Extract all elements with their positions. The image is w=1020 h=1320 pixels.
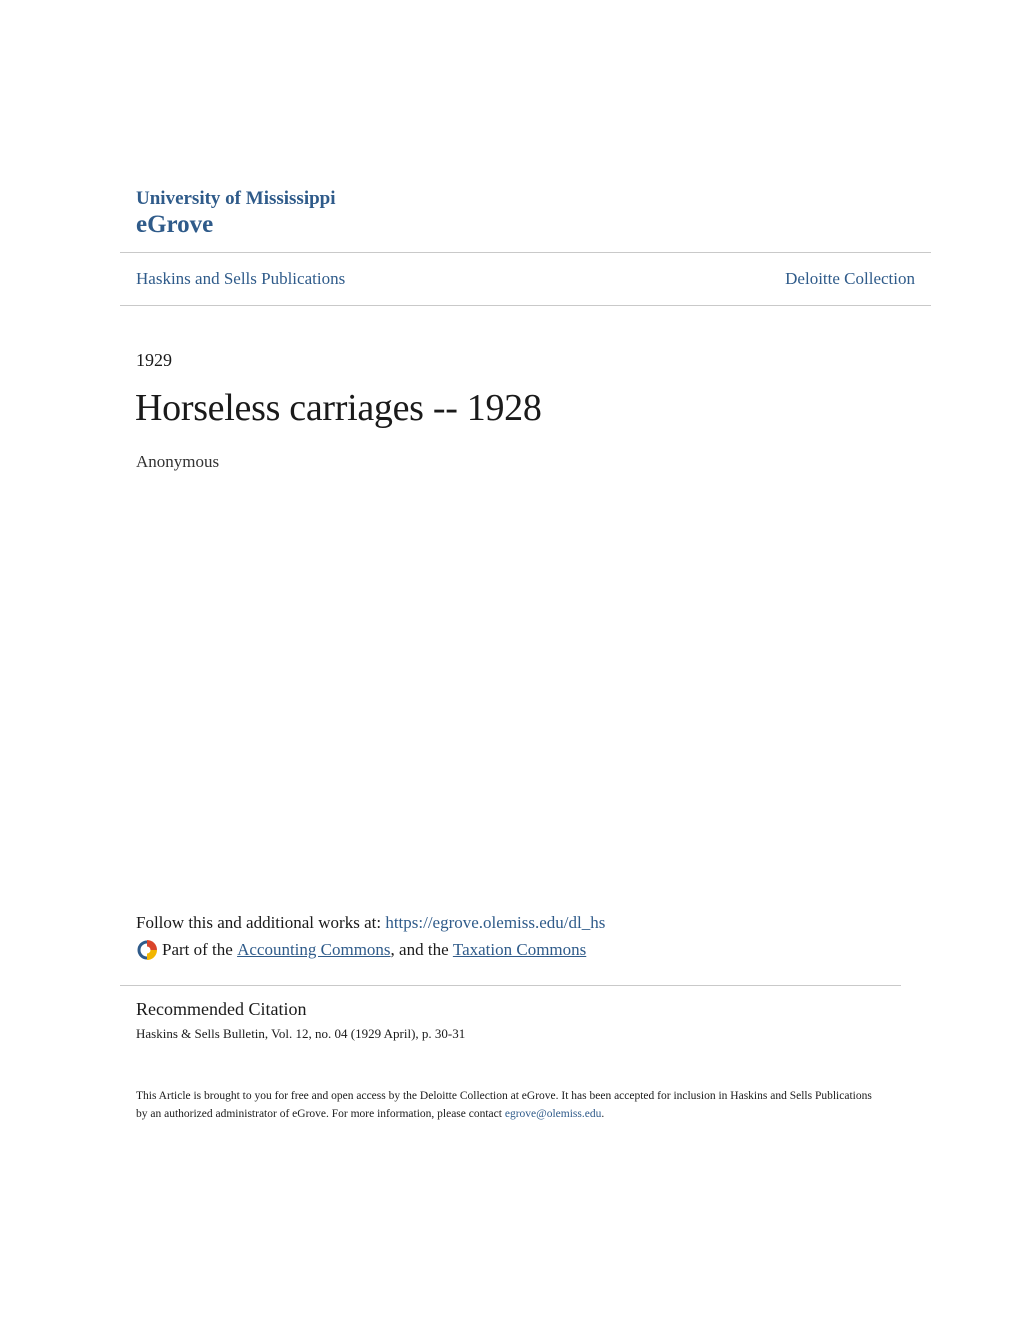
article-author: Anonymous <box>136 452 220 471</box>
accounting-commons-link[interactable]: Accounting Commons <box>237 940 391 959</box>
access-notice <box>136 1087 876 1123</box>
institution-header <box>136 188 336 240</box>
taxation-commons-link[interactable]: Taxation Commons <box>452 940 587 959</box>
follow-url-link[interactable]: https://egrove.olemiss.edu/dl_hs <box>385 913 606 932</box>
collection-link-deloitte[interactable]: Deloitte Collection <box>785 269 915 288</box>
follow-label: Follow this and additional works at: <box>136 913 386 932</box>
follow-line <box>136 913 605 933</box>
divider-mid <box>120 305 931 306</box>
contact-email-link[interactable]: egrove@olemiss.edu <box>504 1108 602 1120</box>
part-of-prefix: Part of the <box>162 940 233 959</box>
notice-text: This Article is brought to you for free and open access by the Deloitte Collection at eGrove. It has been accepted for inclusion in Haskins and Sells Publications by an authorized administrator of eGrove. For more information, please contact <box>136 1090 872 1120</box>
notice-end: . <box>601 1108 605 1120</box>
citation-heading: Recommended Citation <box>136 999 307 1019</box>
repository-name-link[interactable]: eGrove <box>136 211 214 238</box>
collection-link-haskins-sells[interactable]: Haskins and Sells Publications <box>136 269 346 288</box>
divider-top <box>120 252 931 253</box>
citation-text: Haskins & Sells Bulletin, Vol. 12, no. 04 (1929 April), p. 30-31 <box>136 1026 466 1041</box>
divider-bottom <box>120 985 901 986</box>
part-of-line <box>136 939 586 961</box>
article-title: Horseless carriages -- 1928 <box>135 387 542 429</box>
publication-year: 1929 <box>136 350 172 370</box>
institution-name-link[interactable]: University of Mississippi <box>136 188 336 209</box>
part-of-middle: , and the <box>390 940 449 959</box>
network-commons-icon <box>136 939 158 961</box>
